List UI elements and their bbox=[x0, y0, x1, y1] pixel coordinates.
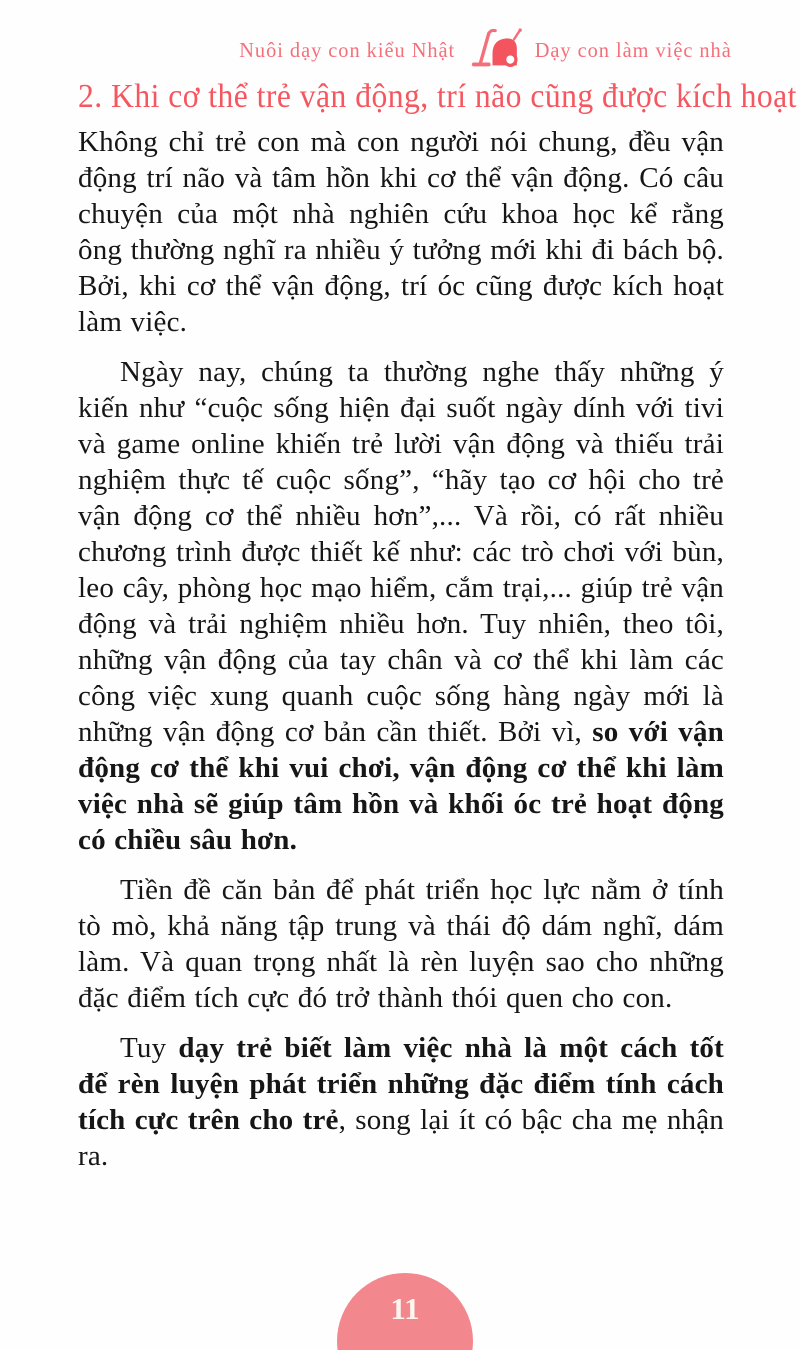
text-segment: , song lại ít có bậc cha mẹ nhận ra. bbox=[78, 1104, 724, 1172]
text-segment: Không chỉ trẻ con mà con người nói chung, đều vận động trí não và tâm hồn khi cơ thể vận động. Có câu chuyện của một nhà nghiên cứu khoa học kể rằng ông thường nghĩ ra nhiều ý tưởng mới khi đi bách bộ. Bởi, khi cơ thể vận động, trí óc cũng được kích hoạt làm việc. bbox=[78, 126, 724, 338]
paragraph bbox=[78, 124, 724, 340]
body-text bbox=[78, 124, 724, 1188]
bold-text-segment: so với vận động cơ thể khi vui chơi, vận động cơ thể khi làm việc nhà sẽ giúp tâm hồn và khối óc trẻ hoạt động có chiều sâu hơn. bbox=[78, 716, 724, 856]
paragraph bbox=[78, 872, 724, 1016]
page-number: 11 bbox=[390, 1291, 420, 1326]
text-segment: Tuy bbox=[120, 1032, 179, 1064]
header-series-title: Nuôi dạy con kiểu Nhật bbox=[239, 37, 456, 62]
header-book-title: Dạy con làm việc nhà bbox=[534, 37, 732, 62]
running-header bbox=[240, 30, 732, 70]
bold-text-segment: dạy trẻ biết làm việc nhà là một cách tốt để rèn luyện phát triển những đặc điểm tính cách tích cực trên cho trẻ bbox=[78, 1032, 724, 1136]
chapter-heading: 2. Khi cơ thể trẻ vận động, trí não cũng được kích hoạt bbox=[78, 78, 797, 115]
text-segment: Tiền đề căn bản để phát triển học lực nằm ở tính tò mò, khả năng tập trung và thái độ dám nghĩ, dám làm. Và quan trọng nhất là rèn luyện sao cho những đặc điểm tích cực đó trở thành thói quen cho con. bbox=[78, 874, 724, 1014]
paragraph bbox=[78, 1030, 724, 1174]
text-segment: Ngày nay, chúng ta thường nghe thấy những ý kiến như “cuộc sống hiện đại suốt ngày dính với tivi và game online khiến trẻ lười vận động và thiếu trải nghiệm thực tế cuộc sống”, “hãy tạo cơ hội cho trẻ vận động cơ thể nhiều hơn”,... Và rồi, có rất nhiều chương trình được thiết kế như: các trò chơi với bùn, leo cây, phòng học mạo hiểm, cắm trại,... giúp trẻ vận động và trải nghiệm nhiều hơn. Tuy nhiên, theo tôi, những vận động của tay chân và cơ thể khi làm các công việc xung quanh cuộc sống hàng ngày mới là những vận động cơ bản cần thiết. Bởi vì, bbox=[78, 356, 724, 748]
paragraph bbox=[78, 354, 724, 858]
vacuum-cleaner-icon bbox=[467, 26, 523, 70]
page-number-circle bbox=[337, 1273, 473, 1350]
